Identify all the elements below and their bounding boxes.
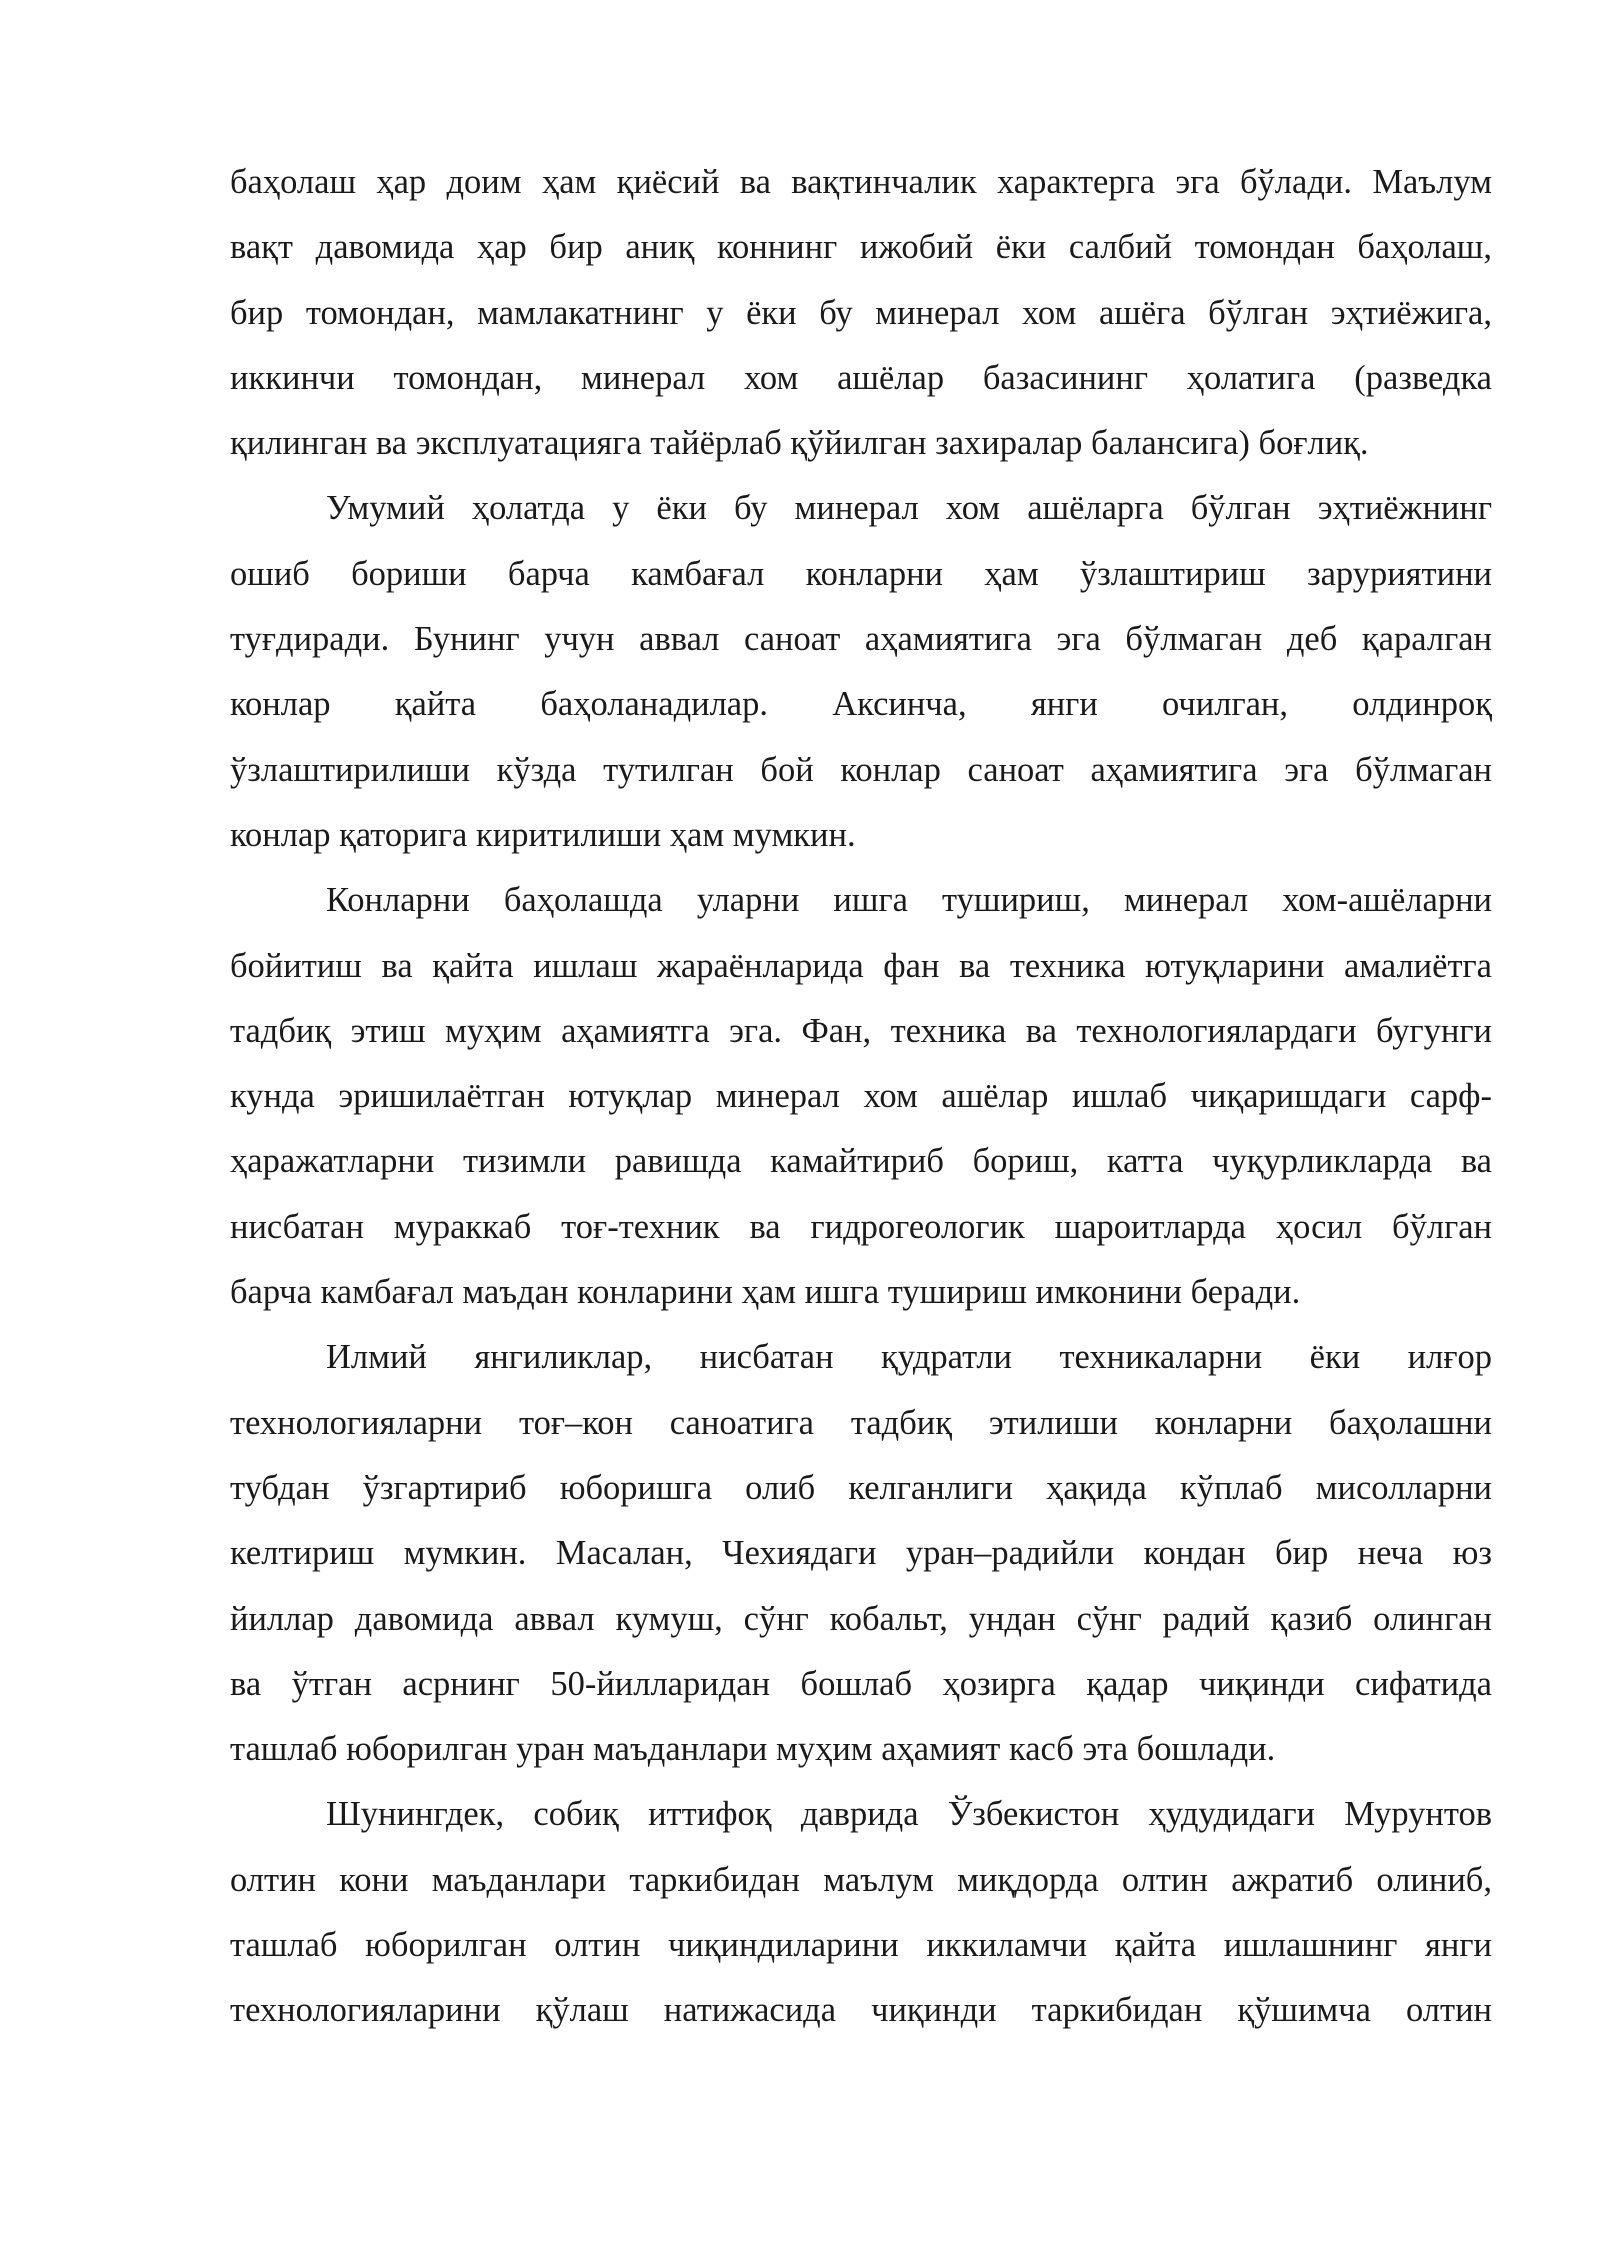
text-line: Илмий янгиликлар, нисбатан қудратли техникаларни ёки илғор bbox=[326, 1338, 1492, 1377]
text-line: нисбатан мураккаб тоғ-техник ва гидрогеологик шароитларда ҳосил бўлган bbox=[230, 1207, 1492, 1246]
text-line: баҳолаш ҳар доим ҳам қиёсий ва вақтинчалик характерга эга бўлади. Маълум bbox=[230, 163, 1492, 201]
text-line: Конларни баҳолашда уларни ишга тушириш, минерал хом-ашёларни bbox=[326, 881, 1492, 920]
text-line: конлар қаторига киритилиши ҳам мумкин. bbox=[230, 815, 856, 854]
text-line: ҳаражатларни тизимли равишда камайтириб бориш, катта чуқурликларда ва bbox=[230, 1142, 1492, 1181]
text-line: иккинчи томондан, минерал хом ашёлар базасининг ҳолатига (разведка bbox=[230, 358, 1492, 397]
text-line: бир томондан, мамлакатнинг у ёки бу минерал хом ашёга бўлган эҳтиёжига, bbox=[230, 293, 1492, 332]
text-line: йиллар давомида аввал кумуш, сўнг кобальт, ундан сўнг радий қазиб олинган bbox=[230, 1599, 1492, 1638]
paragraph-5 bbox=[230, 1782, 1492, 2043]
text-line: барча камбағал маъдан конларини ҳам ишга тушириш имконини беради. bbox=[230, 1273, 1301, 1312]
text-line: ва ўтган асрнинг 50-йилларидан бошлаб ҳозирга қадар чиқинди сифатида bbox=[230, 1664, 1492, 1703]
text-line: ўзлаштирилиши кўзда тутилган бой конлар саноат аҳамиятига эга бўлмаган bbox=[230, 750, 1492, 789]
text-line: олтин кони маъданлари таркибидан маълум миқдорда олтин ажратиб олиниб, bbox=[230, 1860, 1492, 1899]
text-line: ташлаб юборилган олтин чиқиндиларини иккиламчи қайта ишлашнинг янги bbox=[230, 1926, 1492, 1965]
text-line: технологияларини қўлаш натижасида чиқинди таркибидан қўшимча олтин bbox=[230, 1991, 1492, 2030]
text-line: вақт давомида ҳар бир аниқ коннинг ижобий ёки салбий томондан баҳолаш, bbox=[230, 228, 1492, 267]
document-body bbox=[230, 150, 1492, 2044]
text-line: ошиб бориши барча камбағал конларни ҳам ўзлаштириш заруриятини bbox=[230, 554, 1492, 593]
text-line: Шунингдек, собиқ иттифоқ даврида Ўзбекистон ҳудудидаги Мурунтов bbox=[326, 1795, 1492, 1834]
text-line: бойитиш ва қайта ишлаш жараёнларида фан ва техника ютуқларини амалиётга bbox=[230, 946, 1492, 985]
paragraph-2 bbox=[230, 476, 1492, 868]
text-line: тубдан ўзгартириб юборишга олиб келганлиги ҳақида кўплаб мисолларни bbox=[230, 1468, 1492, 1507]
text-line: ташлаб юборилган уран маъданлари муҳим аҳамият касб эта бошлади. bbox=[230, 1730, 1276, 1769]
text-line: кунда эришилаётган ютуқлар минерал хом ашёлар ишлаб чиқаришдаги сарф- bbox=[230, 1077, 1492, 1116]
text-line: конлар қайта баҳоланадилар. Аксинча, янги очилган, олдинроқ bbox=[230, 685, 1492, 724]
text-line: Умумий ҳолатда у ёки бу минерал хом ашёларга бўлган эҳтиёжнинг bbox=[326, 489, 1492, 528]
text-line: технологияларни тоғ–кон саноатига тадбиқ этилиши конларни баҳолашни bbox=[230, 1403, 1492, 1442]
text-line: туғдиради. Бунинг учун аввал саноат аҳамиятига эга бўлмаган деб қаралган bbox=[230, 620, 1492, 659]
text-line: келтириш мумкин. Масалан, Чехиядаги уран–радийли кондан бир неча юз bbox=[230, 1534, 1492, 1573]
paragraph-1 bbox=[230, 150, 1492, 476]
paragraph-3 bbox=[230, 868, 1492, 1325]
text-line: қилинган ва эксплуатацияга тайёрлаб қўйилган захиралар балансига) боғлиқ. bbox=[230, 424, 1369, 463]
paragraph-4 bbox=[230, 1325, 1492, 1782]
text-line: тадбиқ этиш муҳим аҳамиятга эга. Фан, техника ва технологиялардаги бугунги bbox=[230, 1011, 1492, 1050]
